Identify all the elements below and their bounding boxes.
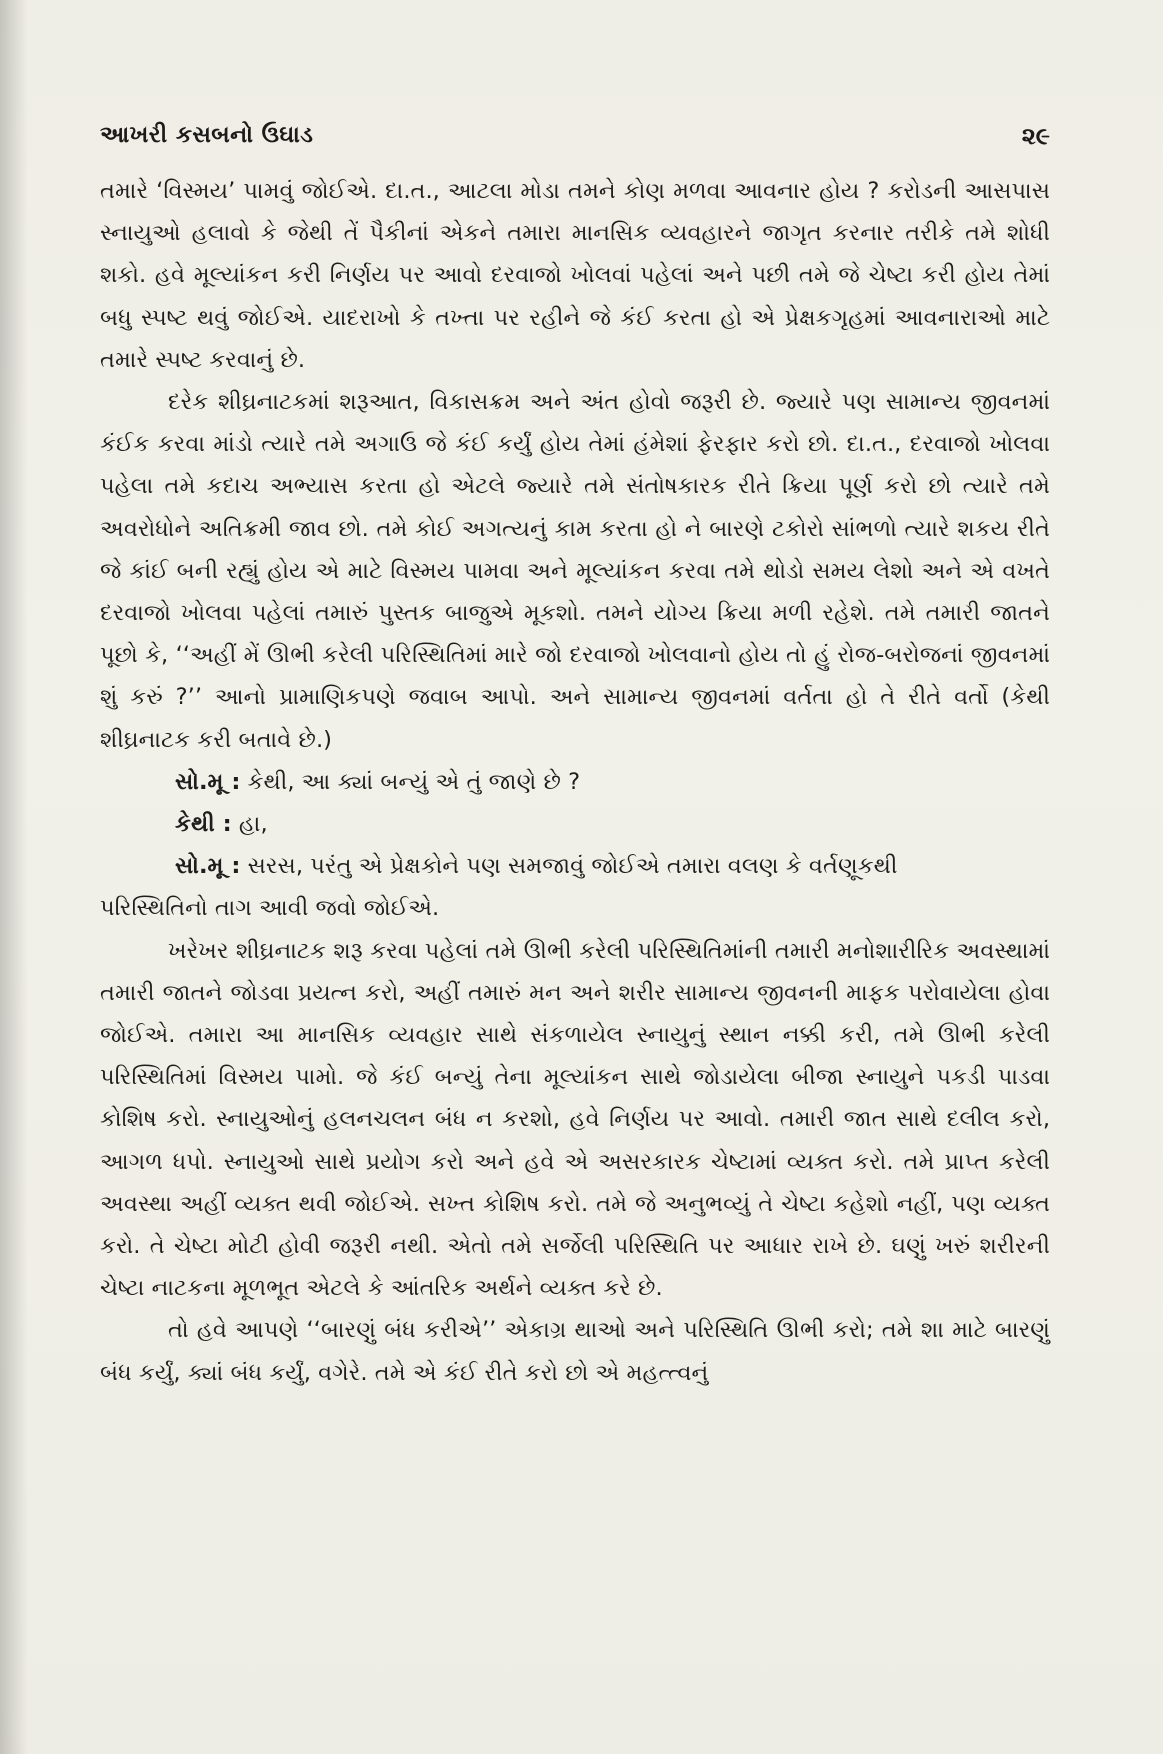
paragraph-1: તમારે ‘વિસ્મય’ પામવું જોઈએ. દા.ત., આટલા મોડા તમને કોણ મળવા આવનાર હોય ? કરોડની આસપાસ સ્નાયુઓ હલાવો કે જેથી તેં પૈકીનાં એકને તમારા માનસિક વ્યવહારને જાગૃત કરનાર તરીકે તમે શોધી શકો. હવે મૂલ્યાંકન કરી નિર્ણય પર આવો દરવાજો ખોલવાં પહેલાં અને પછી તમે જે ચેષ્ટા કરી હોય તેમાં બધુ સ્પષ્ટ થવું જોઈએ. યાદરાખો કે તખ્તા પર રહીને જે કંઈ કરતા હો એ પ્રેક્ષકગૃહમાં આવનારાઓ માટે તમારે સ્પષ્ટ કરવાનું છે. — [100, 178, 1050, 373]
paragraph-4: તો હવે આપણે ‘‘બારણું બંધ કરીએ’’ એકાગ્ર થાઓ અને પરિસ્થિતિ ઊભી કરો; તમે શા માટે બારણું બંધ કર્યું, ક્યાં બંધ કર્યું, વગેરે. તમે એ કંઈ રીતે કરો છો એ મહત્ત્વનું — [100, 1317, 1050, 1386]
dialogue-line-3 — [100, 845, 1050, 887]
page-number: ૨૯ — [1021, 122, 1050, 150]
page-header — [100, 122, 1050, 162]
page-gutter-shadow — [0, 0, 28, 1754]
dialogue-speaker: સો.મૂ : — [175, 768, 241, 795]
dialogue-line-1 — [100, 761, 1050, 803]
paragraph-3: ખરેખર શીઘ્રનાટક શરૂ કરવા પહેલાં તમે ઊભી કરેલી પરિસ્થિતિમાંની તમારી મનોશારીરિક અવસ્થામાં તમારી જાતને જોડવા પ્રયત્ન કરો, અહીં તમારું મન અને શરીર સામાન્ય જીવનની માફક પરોવાયેલા હોવા જોઈએ. તમારા આ માનસિક વ્યવહાર સાથે સંકળાયેલ સ્નાયુનું સ્થાન નક્કી કરી, તમે ઊભી કરેલી પરિસ્થિતિમાં વિસ્મય પામો. જે કંઈ બન્યું તેના મૂલ્યાંકન સાથે જોડાયેલા બીજા સ્નાયુને પકડી પાડવા કોશિષ કરો. સ્નાયુઓનું હલનચલન બંધ ન કરશો, હવે નિર્ણય પર આવો. તમારી જાત સાથે દલીલ કરો, આગળ ધપો. સ્નાયુઓ સાથે પ્રયોગ કરો અને હવે એ અસરકારક ચેષ્ટામાં વ્યક્ત કરો. તમે પ્રાપ્ત કરેલી અવસ્થા અહીં વ્યક્ત થવી જોઈએ. સખ્ત કોશિષ કરો. તમે જે અનુભવ્યું તે ચેષ્ટા કહેશો નહીં, પણ વ્યક્ત કરો. તે ચેષ્ટા મોટી હોવી જરૂરી નથી. એતો તમે સર્જેલી પરિસ્થિતિ પર આધાર રાખે છે. ઘણું ખરું શરીરની ચેષ્ટા નાટકના મૂળભૂત એટલે કે આંતરિક અર્થને વ્યક્ત કરે છે. — [100, 937, 1050, 1302]
dialogue-text: કેથી, આ ક્યાં બન્યું એ તું જાણે છે ? — [247, 768, 581, 795]
paragraph-2: દરેક શીઘ્રનાટકમાં શરૂઆત, વિકાસક્રમ અને અંત હોવો જરૂરી છે. જ્યારે પણ સામાન્ય જીવનમાં કંઈક કરવા માંડો ત્યારે તમે અગાઉ જે કંઈ કર્યું હોય તેમાં હંમેશાં ફેરફાર કરો છો. દા.ત., દરવાજો ખોલવા પહેલા તમે કદાચ અભ્યાસ કરતા હો એટલે જ્યારે તમે સંતોષકારક રીતે ક્રિયા પૂર્ણ કરો છો ત્યારે તમે અવરોધોને અતિક્રમી જાવ છો. તમે કોઈ અગત્યનું કામ કરતા હો ને બારણે ટકોરો સાંભળો ત્યારે શકય રીતે જે કાંઈ બની રહ્યું હોય એ માટે વિસ્મય પામવા અને મૂલ્યાંકન કરવા તમે થોડો સમય લેશો અને એ વખતે દરવાજો ખોલવા પહેલાં તમારું પુસ્તક બાજુએ મૂકશો. તમને યોગ્ય ક્રિયા મળી રહેશે. તમે તમારી જાતને પૂછો કે, ‘‘અહીં મેં ઊભી કરેલી પરિસ્થિતિમાં મારે જો દરવાજો ખોલવાનો હોય તો હું રોજ-બરોજનાં જીવનમાં શું કરું ?’’ આનો પ્રામાણિકપણે જવાબ આપો. અને સામાન્ય જીવનમાં વર્તતા હો તે રીતે વર્તો (કેથી શીઘ્રનાટક કરી બતાવે છે.) — [100, 389, 1050, 753]
dialogue-line-3-continuation: પરિસ્થિતિનો તાગ આવી જવો જોઈએ. — [100, 895, 440, 922]
running-title: આખરી કસબનો ઉઘાડ — [100, 122, 314, 148]
dialogue-speaker: કેથી : — [175, 811, 232, 838]
page-body — [100, 170, 1050, 1394]
dialogue-speaker: સો.મૂ : — [175, 853, 241, 880]
dialogue-text: સરસ, પરંતુ એ પ્રેક્ષકોને પણ સમજાવું જોઈએ તમારા વલણ કે વર્તણૂકથી — [247, 853, 898, 880]
dialogue-text: હા, — [238, 811, 268, 838]
dialogue-line-2 — [100, 803, 1050, 845]
